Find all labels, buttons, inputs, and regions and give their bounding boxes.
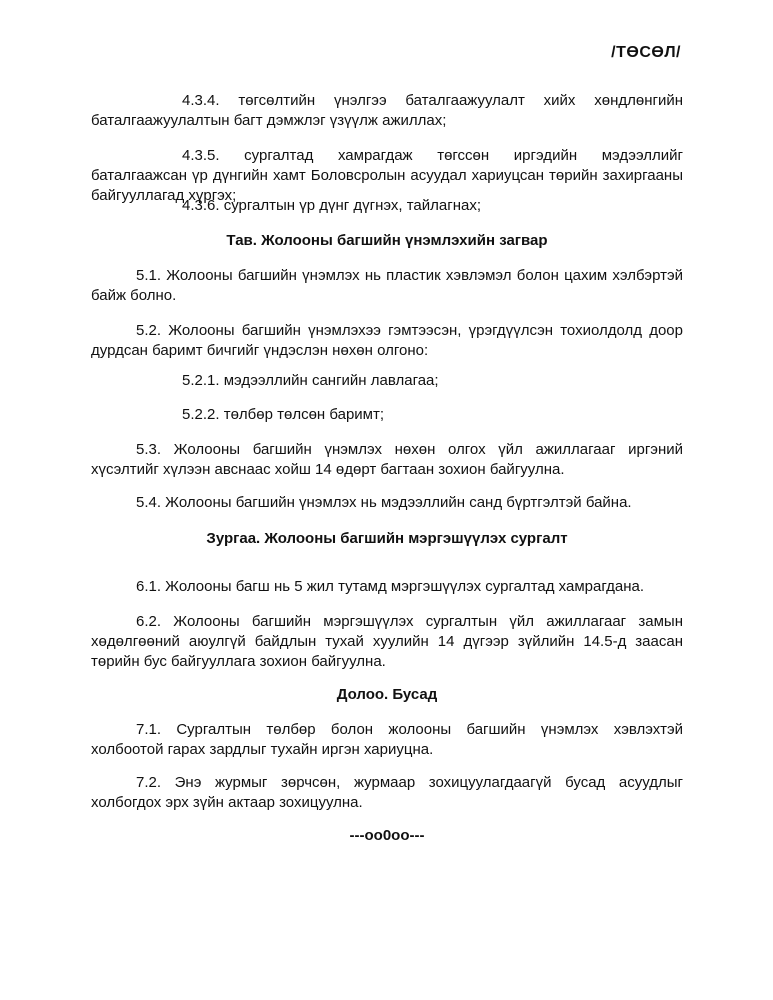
- item-4-3-4-line1: 4.3.4. төгсөлтийн үнэлгээ баталгаажуулалт хийх хөндлөнгийн: [182, 92, 683, 109]
- para-5-3: [91, 440, 683, 480]
- item-4-3-5-line3: байгууллагад хүргэх;: [91, 187, 237, 204]
- section-5-heading: Тав. Жолооны багшийн үнэмлэхийн загвар: [226, 232, 548, 249]
- para-5-3-line1: 5.3. Жолооны багшийн үнэмлэх нөхөн олгох үйл ажиллагааг иргэний: [136, 441, 683, 458]
- para-5-4: 5.4. Жолооны багшийн үнэмлэх нь мэдээллийн санд бүртгэлтэй байна.: [136, 494, 632, 511]
- item-4-3-4: [91, 91, 683, 131]
- para-5-1-line1: 5.1. Жолооны багшийн үнэмлэх нь пластик хэвлэмэл болон цахим хэлбэртэй: [136, 267, 683, 284]
- para-6-2: [91, 612, 683, 672]
- end-mark: ---oo0oo---: [349, 827, 425, 844]
- para-6-2-line3: төрийн бус байгууллага зохион байгуулна.: [91, 653, 386, 670]
- para-5-2: [91, 321, 683, 361]
- para-5-2-line2: дурдсан баримт бичгийг үндэслэн нөхөн олгоно:: [91, 342, 429, 359]
- item-5-2-2: 5.2.2. төлбөр төлсөн баримт;: [182, 406, 385, 423]
- para-6-2-line2: хөдөлгөөний аюулгүй байдлын тухай хуулийн 14 дүгээр зүйлийн 14.5-д заасан: [91, 633, 683, 650]
- item-4-3-6: 4.3.6. сургалтын үр дүнг дүгнэх, тайлагнах;: [182, 197, 482, 214]
- item-4-3-5-line1: 4.3.5. сургалтад хамрагдаж төгссөн иргэдийн мэдээллийг: [182, 147, 683, 164]
- para-5-1-line2: байж болно.: [91, 287, 177, 304]
- para-5-3-line2: хүсэлтийг хүлээн авснаас хойш 14 өдөрт багтаан зохион байгуулна.: [91, 461, 565, 478]
- para-5-2-line1: 5.2. Жолооны багшийн үнэмлэхээ гэмтээсэн, үрэгдүүлсэн тохиолдолд доор: [136, 322, 683, 339]
- item-4-3-4-line2: баталгаажуулалтын багт дэмжлэг үзүүлж ажиллах;: [91, 112, 447, 129]
- section-7-heading: Долоо. Бусад: [336, 686, 438, 703]
- para-7-1: [91, 720, 683, 760]
- para-7-1-line1: 7.1. Сургалтын төлбөр болон жолооны багшийн үнэмлэх хэвлэхтэй: [136, 721, 683, 738]
- para-5-1: [91, 266, 683, 306]
- para-6-2-line1: 6.2. Жолооны багшийн мэргэшүүлэх сургалтын үйл ажиллагааг замын: [136, 613, 683, 630]
- draft-mark: /ТӨСӨЛ/: [611, 44, 681, 61]
- item-5-2-1: 5.2.1. мэдээллийн сангийн лавлагаа;: [182, 372, 439, 389]
- para-7-1-line2: холбоотой гарах зардлыг тухайн иргэн хариуцна.: [91, 741, 434, 758]
- para-7-2: [91, 773, 683, 813]
- para-6-1: 6.1. Жолооны багш нь 5 жил тутамд мэргэшүүлэх сургалтад хамрагдана.: [136, 578, 645, 595]
- para-7-2-line1: 7.2. Энэ журмыг зөрчсөн, журмаар зохицуулагдаагүй бусад асуудлыг: [136, 774, 683, 791]
- item-4-3-5-line2: баталгаажсан үр дүнгийн хамт Боловсролын асуудал хариуцсан төрийн захиргааны: [91, 167, 683, 184]
- para-7-2-line2: холбогдох эрх зүйн актаар зохицуулна.: [91, 794, 363, 811]
- section-6-heading: Зургаа. Жолооны багшийн мэргэшүүлэх сургалт: [206, 530, 568, 547]
